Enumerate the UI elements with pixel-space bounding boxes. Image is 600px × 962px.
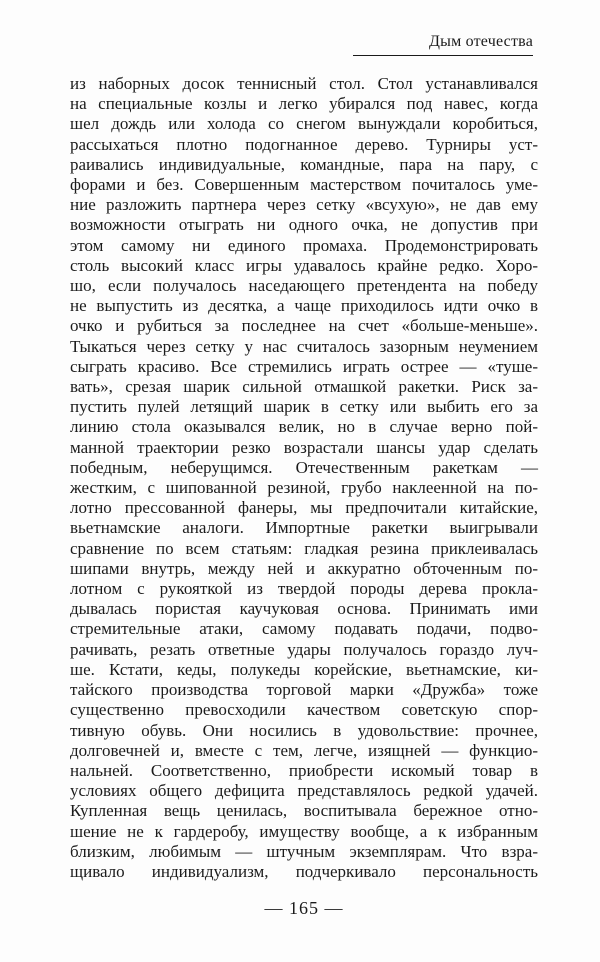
text-line: ние разложить партнера через сетку «всухую», не дав ему xyxy=(70,195,538,215)
text-line: стремительные атаки, самому подавать подачи, подво- xyxy=(70,619,538,639)
text-line: долговечней и, вместе с тем, легче, изящней — функцио- xyxy=(70,740,538,760)
text-line: не выпустить из десятка, а чаще приходилось идти очко в xyxy=(70,296,538,316)
text-line: раивались индивидуальные, командные, пара на пару, с xyxy=(70,154,538,174)
text-line: из наборных досок теннисный стол. Стол устанавливался xyxy=(70,74,538,93)
text-line: лотном с рукояткой из твердой породы дерева прокла- xyxy=(70,579,538,599)
running-header xyxy=(353,32,533,56)
text-line: шипами внутрь, между ней и аккуратно обточенным по- xyxy=(70,558,538,578)
text-line: этом самому ни единого промаха. Продемонстрировать xyxy=(70,235,538,255)
text-line: рассыхаться плотно подогнанное дерево. Турниры уст- xyxy=(70,134,538,154)
text-line: близким, любимым — штучным экземплярам. Что взра- xyxy=(70,841,538,861)
text-line: щивало индивидуализм, подчеркивало персональность xyxy=(70,861,538,881)
text-line: очко и рубиться за последнее на счет «больше-меньше». xyxy=(70,316,538,336)
text-line: сравнение по всем статьям: гладкая резина приклеивалась xyxy=(70,538,538,558)
text-line: тайского производства торговой марки «Дружба» тоже xyxy=(70,680,538,700)
text-line: столь высокий класс игры удавалось крайне редко. Хоро- xyxy=(70,255,538,275)
text-line: жестким, с шипованной резиной, грубо наклеенной на по- xyxy=(70,478,538,498)
text-line: условиях общего дефицита представлялось редкой удачей. xyxy=(70,781,538,801)
text-line: тивную обувь. Они носились в удовольствие: прочнее, xyxy=(70,720,538,740)
text-line: вьетнамские аналоги. Импортные ракетки выигрывали xyxy=(70,518,538,538)
text-line: шо, если получалось наседающего претендента на победу xyxy=(70,276,538,296)
text-line: на специальные козлы и легко убирался под навес, когда xyxy=(70,94,538,114)
text-line: лотно прессованной фанеры, мы предпочитали китайские, xyxy=(70,498,538,518)
text-line: победным, неберущимся. Отечественным ракеткам — xyxy=(70,457,538,477)
chapter-title: Дым отечества xyxy=(429,33,533,50)
text-line: шел дождь или холода со снегом вынуждали коробиться, xyxy=(70,114,538,134)
text-line: форами и без. Совершенным мастерством почиталось уме- xyxy=(70,175,538,195)
text-line: Тыкаться через сетку у нас считалось зазорным неумением xyxy=(70,336,538,356)
text-line: сыграть красиво. Все стремились играть острее — «туше- xyxy=(70,356,538,376)
text-line: рачивать, резать ответные удары получалось гораздо луч- xyxy=(70,639,538,659)
text-line: манной траектории резко возрастали шансы удар сделать xyxy=(70,437,538,457)
text-line: нальней. Соответственно, приобрести искомый товар в xyxy=(70,760,538,780)
text-line: линию стола оказывался велик, но в случае верно пой- xyxy=(70,417,538,437)
text-line: возможности отыграть ни одного очка, не допустив при xyxy=(70,215,538,235)
text-line: пустить пулей летящий шарик в сетку или выбить его за xyxy=(70,397,538,417)
header-rule xyxy=(353,55,533,56)
text-line: ше. Кстати, кеды, полукеды корейские, вьетнамские, ки- xyxy=(70,659,538,679)
body-text xyxy=(70,74,538,882)
text-line: существенно превосходили качеством советскую спор- xyxy=(70,700,538,720)
text-line: дывалась пористая каучуковая основа. Принимать ими xyxy=(70,599,538,619)
page-number: — 165 — xyxy=(264,898,344,918)
text-line: Купленная вещь ценилась, воспитывала бережное отно- xyxy=(70,801,538,821)
text-line: шение не к гардеробу, имуществу вообще, а к избранным xyxy=(70,821,538,841)
text-line: вать», срезая шарик сильной отмашкой ракетки. Риск за- xyxy=(70,377,538,397)
